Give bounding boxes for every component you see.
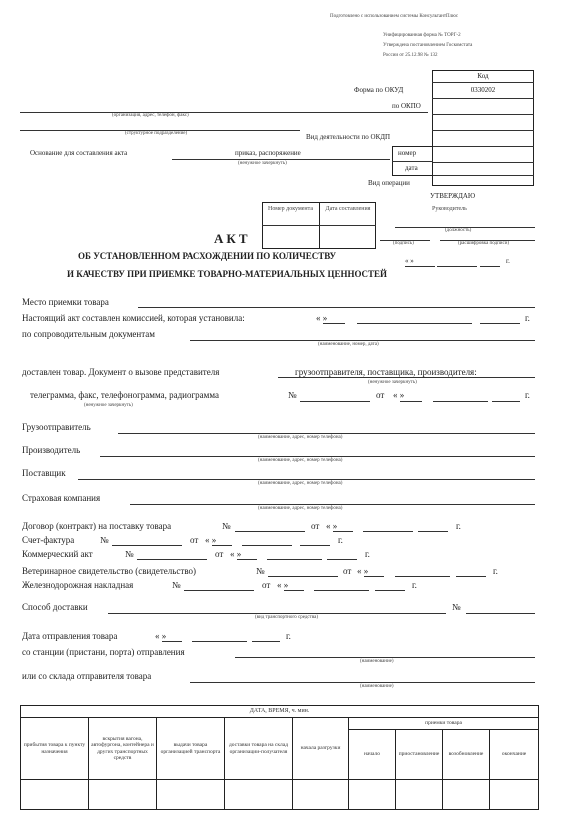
- table-cell[interactable]: [157, 780, 225, 810]
- tel-quote: « »: [393, 390, 405, 400]
- cap-naim-2: (наименование): [360, 684, 394, 689]
- sub-nachalo: начало: [349, 730, 396, 780]
- nomer-dok: Номер документа: [267, 206, 313, 212]
- telegramma-label: телеграмма, факс, телефонограмма, радиограмма: [30, 390, 219, 400]
- rasshifrovka-caption: (расшифровка подписи): [458, 241, 510, 246]
- dostavlen-label: доставлен товар. Документ о вызове представителя: [22, 367, 220, 377]
- proizvoditel-label: Производитель: [22, 445, 81, 455]
- table-cell[interactable]: [225, 780, 293, 810]
- veterinar-ot: от: [343, 566, 352, 576]
- so-stancii-label: со станции (пристани, порта) отправления: [22, 647, 185, 657]
- gruzootpr-label: Грузоотправитель: [22, 422, 91, 432]
- data-otpr-quote: « »: [155, 631, 167, 641]
- datetime-table: [20, 705, 539, 810]
- sub-vozobnovlenie: возобновление: [443, 730, 490, 780]
- tel-ot: от: [376, 390, 385, 400]
- table-cell[interactable]: [443, 780, 490, 810]
- veterinar-no: №: [256, 566, 265, 576]
- veterinar-g: г.: [493, 566, 498, 576]
- col-pribytiya: прибытия товара к пункту назначения: [21, 718, 89, 780]
- dogovor-ot: от: [311, 521, 320, 531]
- nastoyashiy-quote: « »: [316, 313, 328, 323]
- col-vskrytiya: вскрытия вагона, автофургона, контейнера и других транспортных средств: [89, 718, 157, 780]
- osnovanie-caption: (ненужное зачеркнуть): [238, 161, 287, 166]
- dogovor-label: Договор (контракт) на поставку товара: [22, 521, 172, 531]
- osnovanie-value: приказ, распоряжение: [235, 149, 301, 157]
- podpis-caption: (подпись): [393, 241, 414, 246]
- col-priemki: приемки товара: [349, 718, 539, 730]
- tel-g: г.: [525, 390, 530, 400]
- vid-operacii-label: Вид операции: [368, 179, 410, 187]
- col-dostavki: доставки товара на склад организации-получателя: [225, 718, 293, 780]
- cap-vid-transport: (вид транспортного средства): [255, 615, 319, 620]
- sub-priostanovlenie: приостановление: [396, 730, 443, 780]
- table-header: ДАТА, ВРЕМЯ, ч. мин.: [21, 706, 539, 718]
- form-line-1: Унифицированная форма № ТОРГ-2: [383, 33, 461, 38]
- cap-naim-1: (наименование): [360, 659, 394, 664]
- zhd-no: №: [172, 580, 181, 590]
- data-sost: Дата составления: [325, 206, 371, 212]
- okpo-label: по ОКПО: [392, 102, 421, 110]
- dolzhnost-caption: (должность): [445, 228, 472, 233]
- approve-date-quote: « »: [405, 257, 414, 265]
- schet-quote: « »: [205, 535, 217, 545]
- approve-g: г.: [506, 257, 510, 265]
- dogovor-g: г.: [456, 521, 461, 531]
- po-soprovod-label: по сопроводительным документам: [22, 329, 155, 339]
- table-cell[interactable]: [349, 780, 396, 810]
- cap-nenuzhnoe-2: (ненужное зачеркнуть): [84, 403, 133, 408]
- okud-label: Форма по ОКУД: [354, 86, 404, 94]
- kommerch-quote: « »: [230, 549, 242, 559]
- kod-header: Код: [477, 72, 489, 80]
- data-otpr-g: г.: [286, 631, 291, 641]
- title-line-2: И КАЧЕСТВУ ПРИ ПРИЕМКЕ ТОВАРНО-МАТЕРИАЛЬНЫХ ЦЕННОСТЕЙ: [67, 269, 388, 279]
- cap-naim-nomer-data: (наименование, номер, дата): [318, 342, 379, 347]
- org-caption: (организация, адрес, телефон, факс): [112, 113, 189, 118]
- cap-gruzootpr: (наименование, адрес, номер телефона): [258, 435, 343, 440]
- form-line-3: России от 25.12.98 № 132: [383, 53, 438, 58]
- veterinar-label: Ветеринарное свидетельство (свидетельство): [22, 566, 197, 576]
- postavshik-label: Поставщик: [22, 468, 66, 478]
- structural-caption: (структурное подразделение): [125, 131, 188, 136]
- kommerch-g: г.: [365, 549, 370, 559]
- nastoyashiy-g: г.: [525, 313, 530, 323]
- cap-postavshik: (наименование, адрес, номер телефона): [258, 481, 343, 486]
- zhd-ot: от: [262, 580, 271, 590]
- tel-no: №: [288, 390, 297, 400]
- schet-g: г.: [338, 535, 343, 545]
- zhd-label: Железнодорожная накладная: [22, 580, 134, 590]
- table-cell[interactable]: [396, 780, 443, 810]
- data-label: дата: [405, 164, 418, 172]
- nomer-label: номер: [398, 149, 417, 157]
- zhd-quote: « »: [277, 580, 289, 590]
- kommerch-ot: от: [215, 549, 224, 559]
- schet-no: №: [100, 535, 109, 545]
- so-sklada-label: или со склада отправителя товара: [22, 671, 152, 681]
- table-cell[interactable]: [21, 780, 89, 810]
- kommerch-label: Коммерческий акт: [22, 549, 93, 559]
- akt-title: АКТ: [214, 231, 251, 246]
- nastoyashiy-label: Настоящий акт составлен комиссией, которая установила:: [22, 313, 245, 323]
- cap-proizvoditel: (наименование, адрес, номер телефона): [258, 458, 343, 463]
- zhd-g: г.: [412, 580, 417, 590]
- rukovoditel: Руководитель: [432, 206, 467, 212]
- veterinar-quote: « »: [357, 566, 369, 576]
- table-cell[interactable]: [490, 780, 539, 810]
- kommerch-no: №: [125, 549, 134, 559]
- osnovanie-label: Основание для составления акта: [30, 149, 128, 157]
- dogovor-quote: « »: [326, 521, 338, 531]
- form-line-2: Утверждена постановлением Госкомстата: [383, 43, 473, 48]
- utverzhdayu: УТВЕРЖДАЮ: [430, 192, 476, 200]
- cap-nenuzhnoe-1: (ненужное зачеркнуть): [368, 380, 417, 385]
- okud-value: 0330202: [470, 86, 496, 94]
- schet-label: Счет-фактура: [22, 535, 75, 545]
- table-cell[interactable]: [89, 780, 157, 810]
- dogovor-no: №: [222, 521, 231, 531]
- schet-ot: от: [190, 535, 199, 545]
- sposob-label: Способ доставки: [22, 602, 88, 612]
- col-vydachi: выдачи товара организацией транспорта: [157, 718, 225, 780]
- gruzo-variants: грузоотправителя, поставщика, производителя:: [295, 367, 477, 377]
- okdp-label: Вид деятельности по ОКДП: [306, 133, 391, 141]
- cap-strakhovaya: (наименование, адрес, номер телефона): [258, 506, 343, 511]
- sub-okonchanie: окончание: [490, 730, 539, 780]
- title-line-1: ОБ УСТАНОВЛЕННОМ РАСХОЖДЕНИИ ПО КОЛИЧЕСТВУ: [78, 251, 337, 261]
- strakhovaya-label: Страховая компания: [22, 493, 101, 503]
- data-otpr-label: Дата отправления товара: [22, 631, 118, 641]
- prepared-note: Подготовлено с использованием системы КонсультантПлюс: [330, 14, 459, 19]
- sposob-no: №: [452, 602, 461, 612]
- table-cell[interactable]: [293, 780, 349, 810]
- col-nachala-razgruzki: начала разгрузки: [293, 718, 349, 780]
- mesto-label: Место приемки товара: [22, 297, 109, 307]
